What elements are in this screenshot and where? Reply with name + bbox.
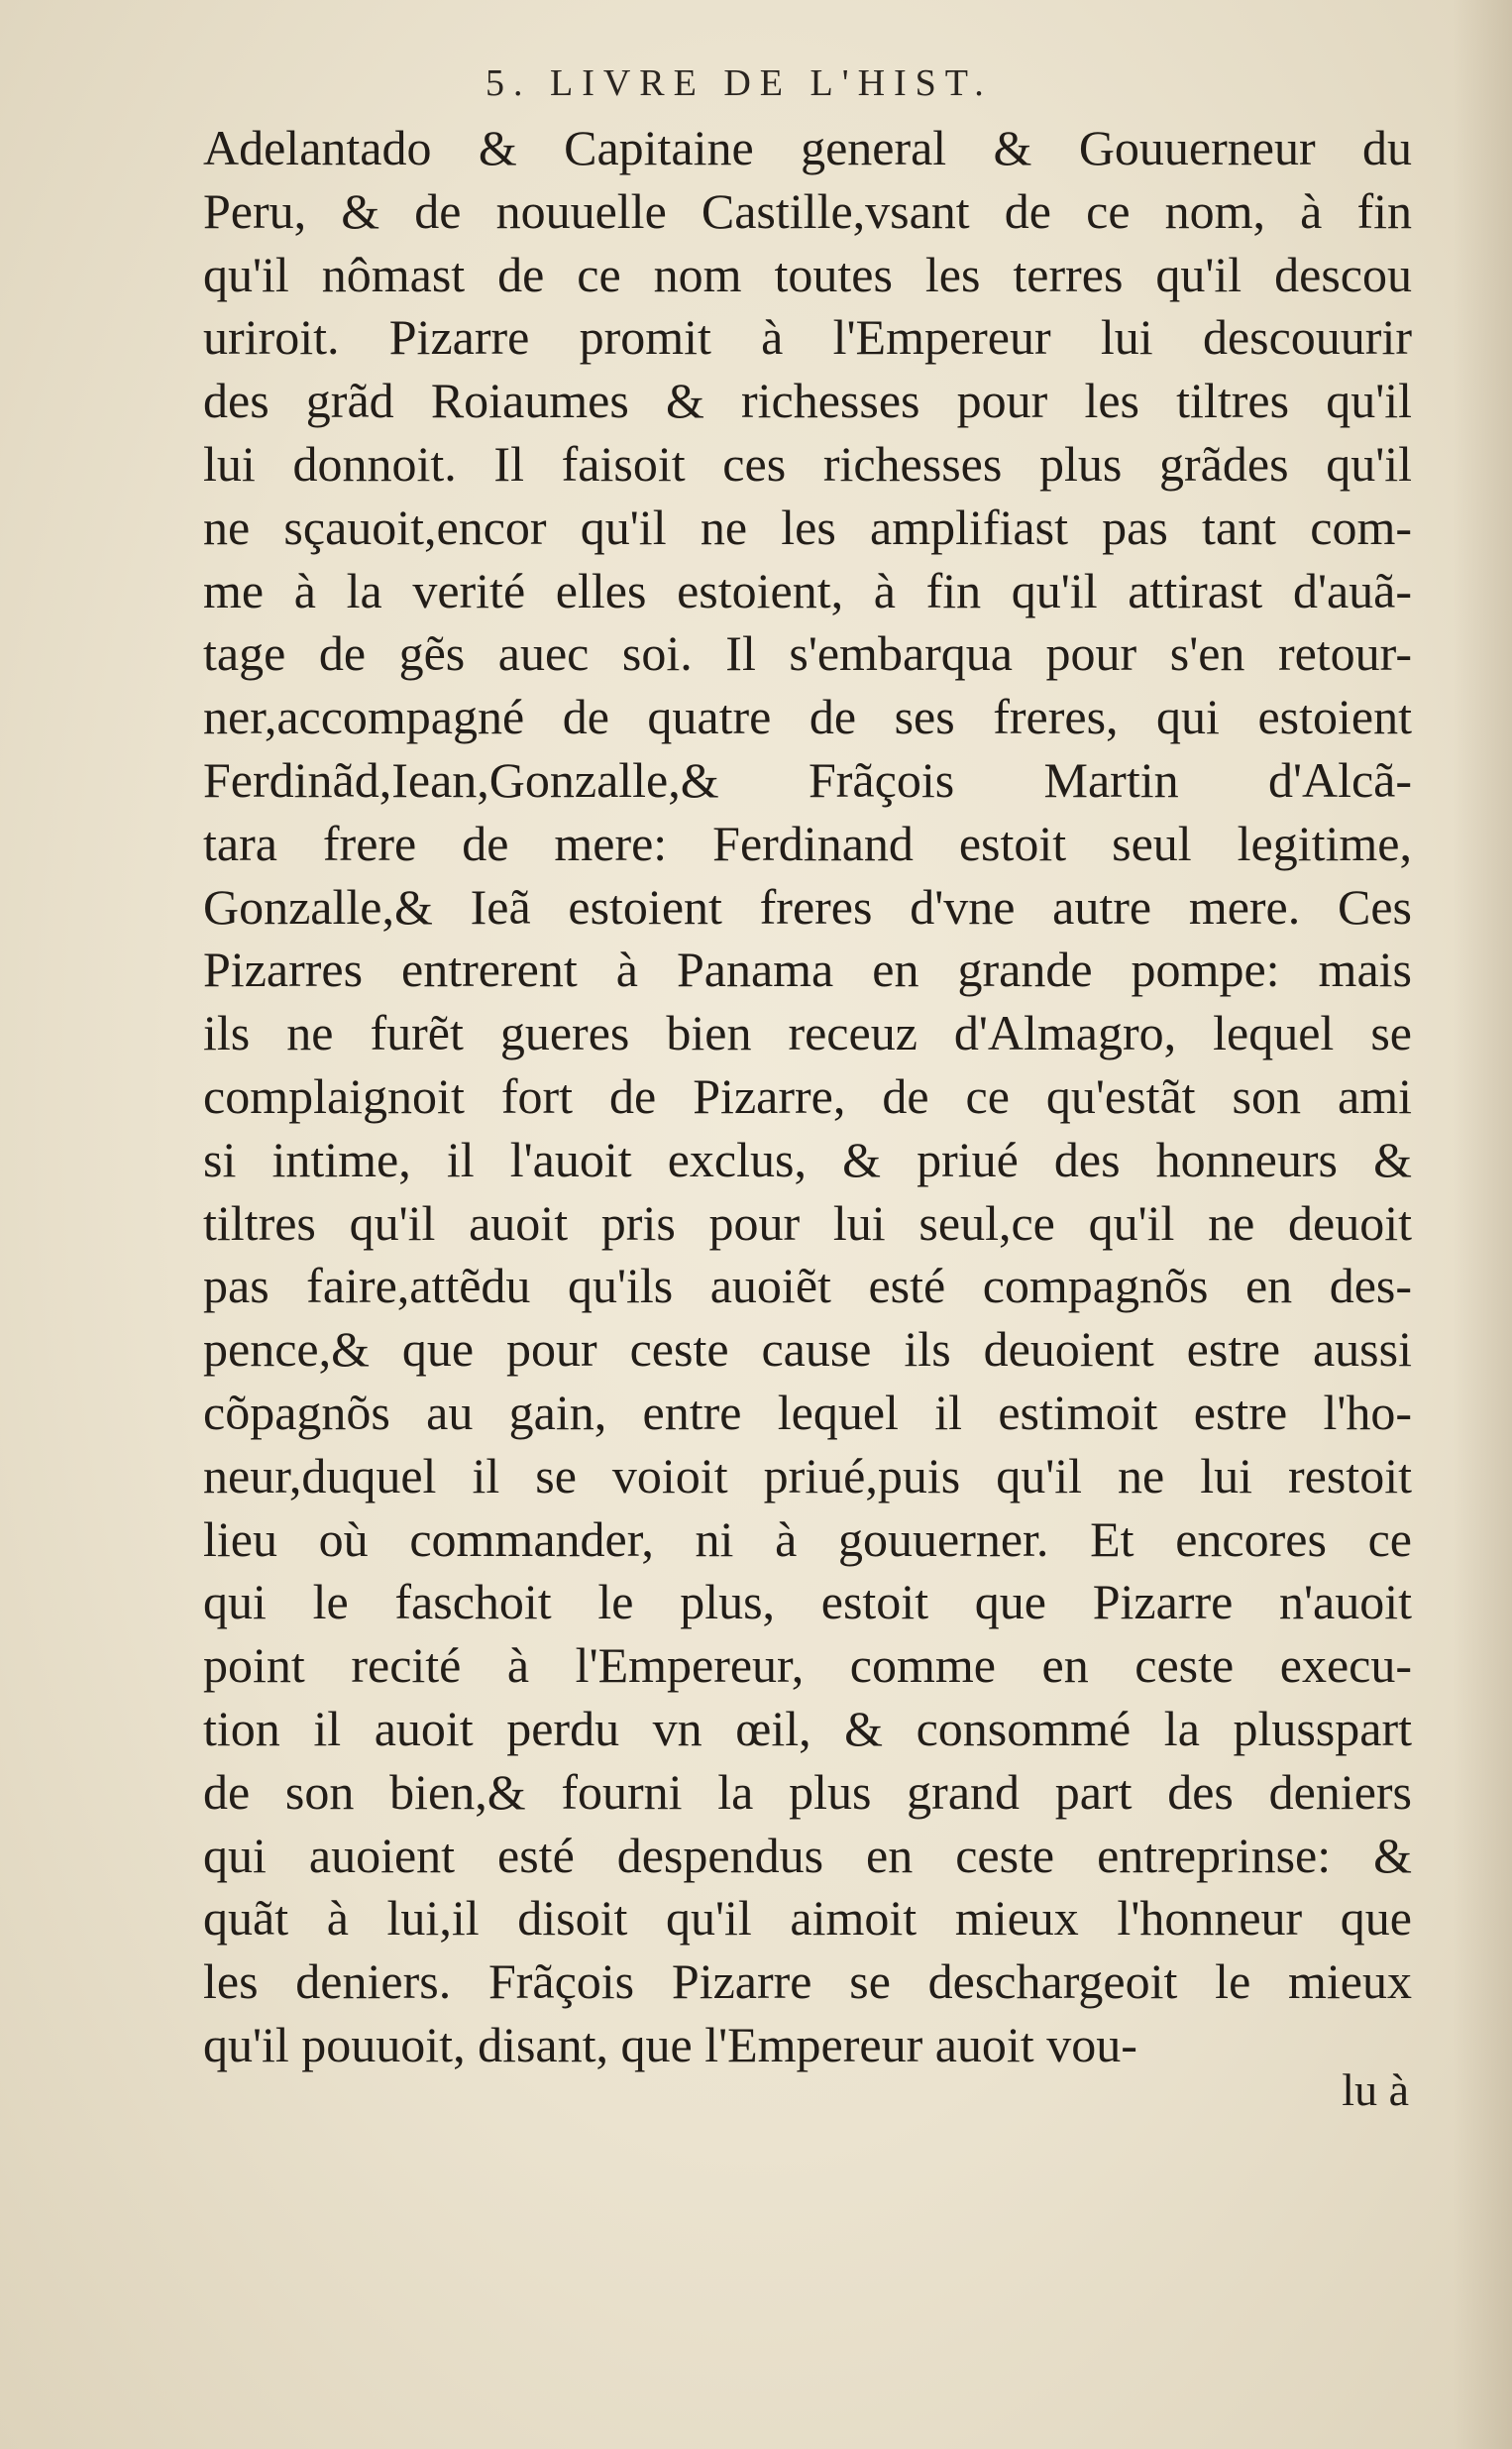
text-line: tara frere de mere: Ferdinand estoit seul legitime,: [203, 815, 1412, 871]
text-line: Pizarres entrerent à Panama en grande pompe: mais: [203, 942, 1412, 998]
text-line: me à la verité elles estoient, à fin qu'il attirast d'auã-: [203, 562, 1412, 618]
text-line: Gonzalle,& Ieã estoient freres d'vne autre mere. Ces: [203, 878, 1412, 935]
text-line: Peru, & de nouuelle Castille,vsant de ce nom, à fin: [203, 182, 1412, 239]
text-line: complaignoit fort de Pizarre, de ce qu'estãt son ami: [203, 1067, 1412, 1124]
text-line: point recité à l'Empereur, comme en ceste execu-: [203, 1637, 1412, 1694]
text-line: Adelantado & Capitaine general & Gouuerneur du: [203, 120, 1412, 175]
text-line: des grãd Roiaumes & richesses pour les tiltres qu'il: [203, 373, 1412, 429]
text-line: pas faire,attẽdu qu'ils auoiẽt esté compagnõs en des-: [203, 1258, 1412, 1314]
text-line: qui le faschoit le plus, estoit que Pizarre n'auoit: [203, 1574, 1412, 1630]
body-text: [203, 117, 1412, 2077]
text-line: les deniers. Frãçois Pizarre se deschargeoit le mieux: [203, 1953, 1412, 2010]
text-line: quãt à lui,il disoit qu'il aimoit mieux l'honneur que: [203, 1890, 1412, 1947]
text-line: tion il auoit perdu vn œil, & consommé la plusspart: [203, 1700, 1412, 1756]
text-line: de son bien,& fourni la plus grand part des deniers: [203, 1763, 1412, 1820]
page-gutter-shadow: [1453, 0, 1512, 2449]
text-line: Ferdinãd,Iean,Gonzalle,& Frãçois Martin d'Alcã-: [203, 751, 1412, 808]
text-line: tage de gẽs auec soi. Il s'embarqua pour s'en retour-: [203, 625, 1412, 682]
text-line: lui donnoit. Il faisoit ces richesses plus grãdes qu'il: [203, 435, 1412, 492]
text-line: qui auoient esté despendus en ceste entreprinse: &: [203, 1827, 1412, 1883]
text-line: neur,duquel il se voioit priué,puis qu'il ne lui restoit: [203, 1447, 1412, 1503]
text-line: si intime, il l'auoit exclus, & priué des honneurs &: [203, 1131, 1412, 1187]
text-line: ils ne furẽt gueres bien receuz d'Almagro, lequel se: [203, 1005, 1412, 1061]
text-line: uriroit. Pizarre promit à l'Empereur lui descouurir: [203, 309, 1412, 366]
running-head: 5. LIVRE DE L'HIST.: [486, 62, 993, 104]
text-line: tiltres qu'il auoit pris pour lui seul,ce qu'il ne deuoit: [203, 1194, 1412, 1251]
text-line: ner,accompagné de quatre de ses freres, qui estoient: [203, 689, 1412, 745]
text-line: qu'il nômast de ce nom toutes les terres qu'il descou: [203, 246, 1412, 302]
text-line: ne sçauoit,encor qu'il ne les amplifiast pas tant com-: [203, 499, 1412, 555]
text-line: pence,& que pour ceste cause ils deuoient estre aussi: [203, 1321, 1412, 1378]
text-line: lieu où commander, ni à gouuerner. Et encores ce: [203, 1510, 1412, 1567]
text-line: cõpagnõs au gain, entre lequel il estimoit estre l'ho-: [203, 1384, 1412, 1440]
text-line: qu'il pouuoit, disant, que l'Empereur auoit vou-: [203, 2016, 1137, 2072]
catchword: lu à: [1342, 2064, 1409, 2115]
